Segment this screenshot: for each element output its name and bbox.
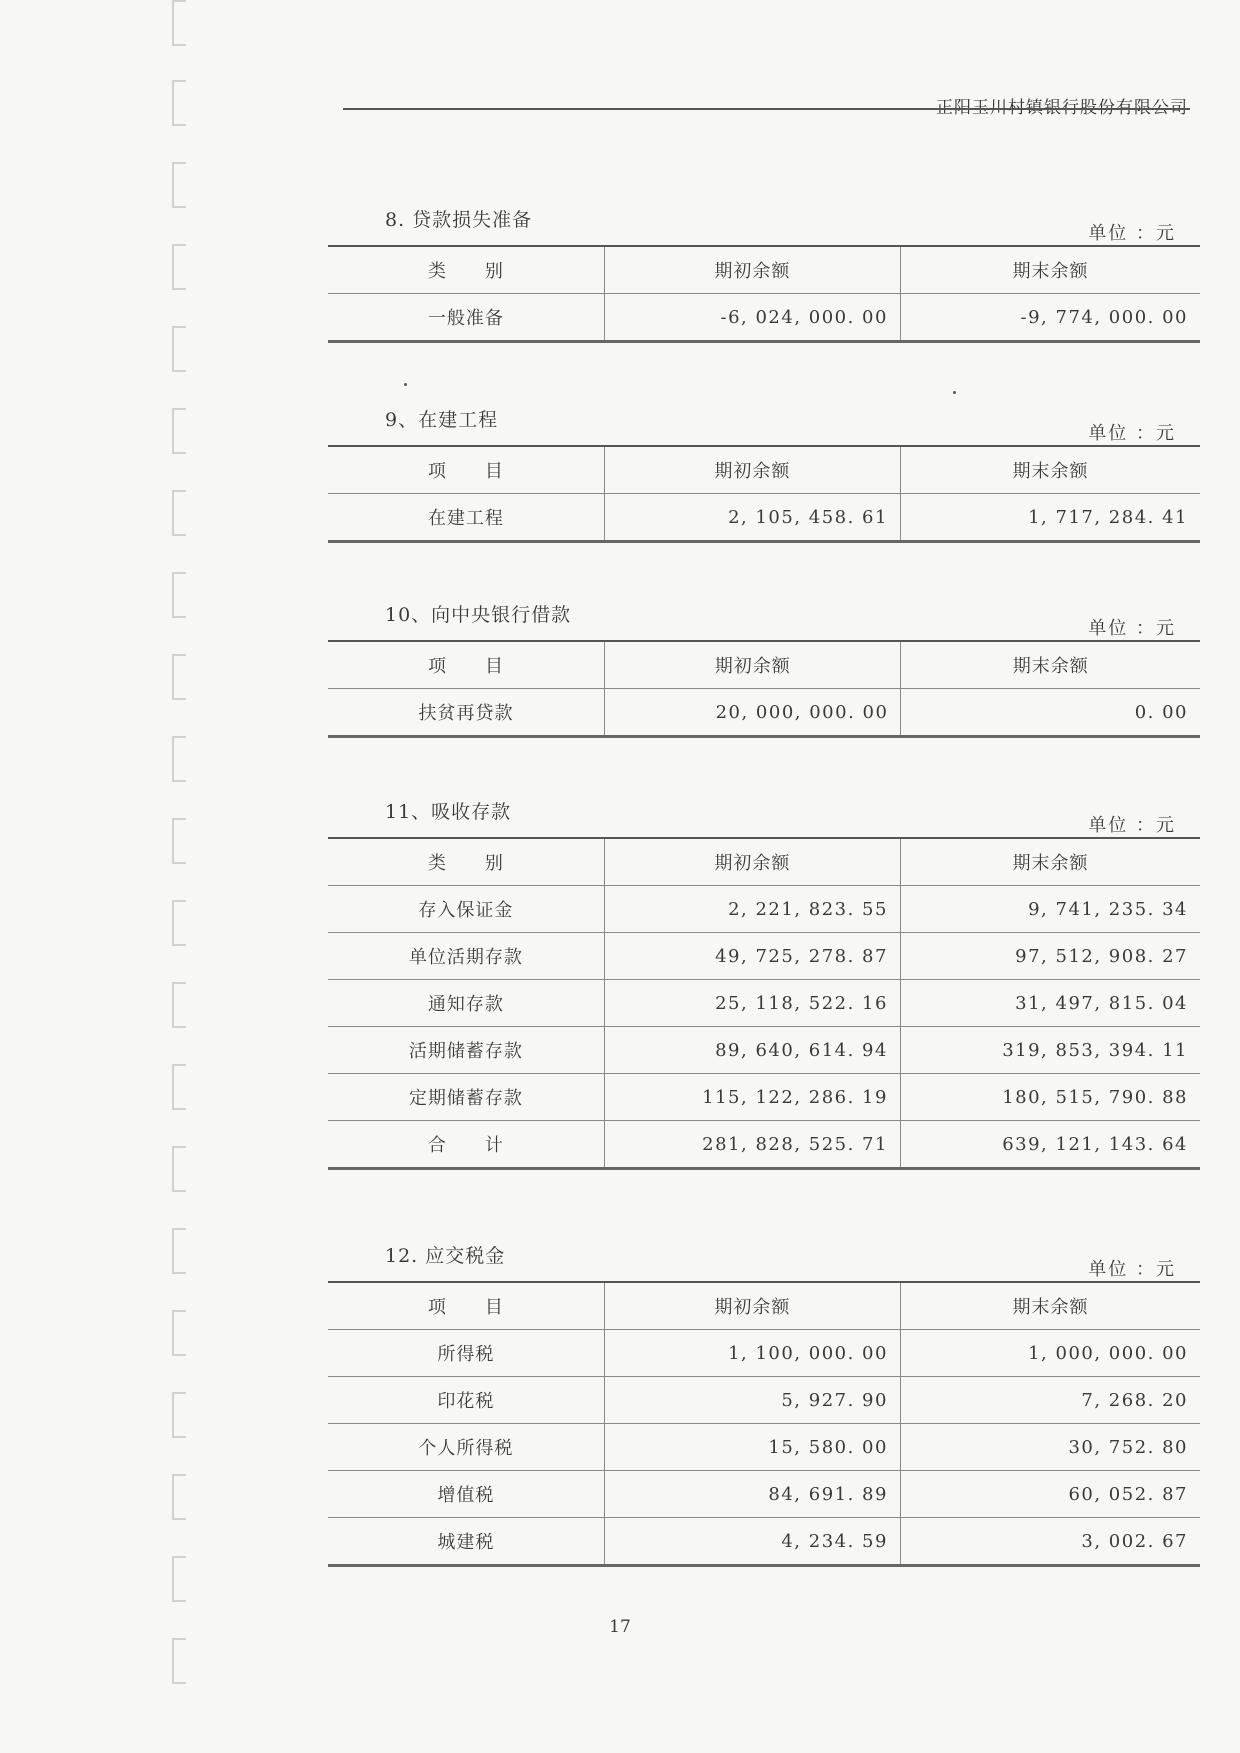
binding-mark bbox=[172, 1474, 186, 1520]
table-row bbox=[328, 886, 1200, 933]
table-row bbox=[328, 494, 1200, 542]
opening-balance: 84, 691. 89 bbox=[604, 1471, 900, 1518]
scan-dot bbox=[953, 391, 956, 394]
section-title: 9、在建工程 bbox=[385, 409, 499, 431]
unit-label: 单位 ：元 bbox=[1088, 618, 1176, 639]
binding-mark bbox=[172, 1146, 186, 1192]
opening-balance: 89, 640, 614. 94 bbox=[604, 1027, 900, 1074]
opening-balance: 1, 100, 000. 00 bbox=[604, 1330, 900, 1377]
section-title: 8. 贷款损失准备 bbox=[385, 209, 533, 231]
total-row bbox=[328, 1121, 1200, 1169]
binding-mark bbox=[172, 0, 186, 46]
opening-balance: 281, 828, 525. 71 bbox=[604, 1121, 900, 1169]
row-label: 活期储蓄存款 bbox=[328, 1027, 604, 1074]
loan-loss-table bbox=[328, 245, 1200, 343]
col-header-closing: 期末余额 bbox=[901, 641, 1200, 689]
binding-mark bbox=[172, 654, 186, 700]
table-header-row bbox=[328, 446, 1200, 494]
binding-mark bbox=[172, 1310, 186, 1356]
row-label: 所得税 bbox=[328, 1330, 604, 1377]
row-label: 在建工程 bbox=[328, 494, 604, 542]
closing-balance: 30, 752. 80 bbox=[900, 1424, 1200, 1471]
opening-balance: 2, 221, 823. 55 bbox=[604, 886, 900, 933]
company-header: 正阳玉川村镇银行股份有限公司 bbox=[936, 98, 1188, 118]
binding-mark bbox=[172, 408, 186, 454]
row-label: 单位活期存款 bbox=[328, 933, 604, 980]
section-title: 10、向中央银行借款 bbox=[385, 604, 572, 626]
row-label: 印花税 bbox=[328, 1377, 604, 1424]
deposits-table bbox=[328, 837, 1200, 1170]
section-title: 11、吸收存款 bbox=[385, 801, 512, 823]
table-row bbox=[328, 1074, 1200, 1121]
binding-mark bbox=[172, 80, 186, 126]
binding-mark bbox=[172, 736, 186, 782]
table-row bbox=[328, 1377, 1200, 1424]
col-header-closing: 期末余额 bbox=[900, 1282, 1200, 1330]
col-header-item: 项 目 bbox=[328, 641, 605, 689]
table-row bbox=[328, 689, 1200, 737]
unit-label: 单位 ：元 bbox=[1088, 223, 1176, 244]
binding-mark bbox=[172, 162, 186, 208]
header-rule bbox=[343, 108, 1190, 110]
table-row bbox=[328, 1424, 1200, 1471]
opening-balance: 115, 122, 286. 19 bbox=[604, 1074, 900, 1121]
col-header-opening: 期初余额 bbox=[604, 246, 900, 294]
row-label: 一般准备 bbox=[328, 294, 604, 342]
closing-balance: 3, 002. 67 bbox=[900, 1518, 1200, 1566]
opening-balance: 20, 000, 000. 00 bbox=[605, 689, 901, 737]
binding-mark bbox=[172, 1392, 186, 1438]
opening-balance: 49, 725, 278. 87 bbox=[604, 933, 900, 980]
col-header-opening: 期初余额 bbox=[605, 641, 901, 689]
binding-mark bbox=[172, 490, 186, 536]
table-row bbox=[328, 933, 1200, 980]
closing-balance: 1, 717, 284. 41 bbox=[900, 494, 1200, 542]
page-number: 17 bbox=[609, 1617, 631, 1637]
col-header-item: 项 目 bbox=[328, 1282, 604, 1330]
row-label: 合 计 bbox=[328, 1121, 604, 1169]
closing-balance: 7, 268. 20 bbox=[900, 1377, 1200, 1424]
binding-mark bbox=[172, 1064, 186, 1110]
col-header-item: 项 目 bbox=[328, 446, 604, 494]
taxes-table bbox=[328, 1281, 1200, 1567]
central-bank-table bbox=[328, 640, 1200, 738]
table-row bbox=[328, 294, 1200, 342]
closing-balance: 60, 052. 87 bbox=[900, 1471, 1200, 1518]
table-header-row bbox=[328, 641, 1200, 689]
closing-balance: 639, 121, 143. 64 bbox=[900, 1121, 1200, 1169]
opening-balance: 5, 927. 90 bbox=[604, 1377, 900, 1424]
binding-mark bbox=[172, 900, 186, 946]
col-header-opening: 期初余额 bbox=[604, 838, 900, 886]
table-row bbox=[328, 1330, 1200, 1377]
unit-label: 单位 ：元 bbox=[1088, 1259, 1176, 1280]
binding-mark bbox=[172, 1228, 186, 1274]
closing-balance: 319, 853, 394. 11 bbox=[900, 1027, 1200, 1074]
opening-balance: 15, 580. 00 bbox=[604, 1424, 900, 1471]
row-label: 增值税 bbox=[328, 1471, 604, 1518]
unit-label: 单位 ：元 bbox=[1088, 815, 1176, 836]
row-label: 存入保证金 bbox=[328, 886, 604, 933]
closing-balance: 1, 000, 000. 00 bbox=[900, 1330, 1200, 1377]
closing-balance: 180, 515, 790. 88 bbox=[900, 1074, 1200, 1121]
binding-mark bbox=[172, 1638, 186, 1684]
binding-mark bbox=[172, 1556, 186, 1602]
table-row bbox=[328, 1027, 1200, 1074]
table-row bbox=[328, 980, 1200, 1027]
col-header-opening: 期初余额 bbox=[604, 1282, 900, 1330]
row-label: 个人所得税 bbox=[328, 1424, 604, 1471]
closing-balance: 9, 741, 235. 34 bbox=[900, 886, 1200, 933]
binding-mark bbox=[172, 572, 186, 618]
col-header-closing: 期末余额 bbox=[900, 838, 1200, 886]
table-header-row bbox=[328, 1282, 1200, 1330]
scan-dot bbox=[404, 383, 407, 386]
col-header-closing: 期末余额 bbox=[900, 246, 1200, 294]
col-header-category: 类 别 bbox=[328, 838, 604, 886]
binding-mark bbox=[172, 982, 186, 1028]
binding-mark bbox=[172, 326, 186, 372]
closing-balance: 31, 497, 815. 04 bbox=[900, 980, 1200, 1027]
col-header-category: 类 别 bbox=[328, 246, 604, 294]
opening-balance: 2, 105, 458. 61 bbox=[604, 494, 900, 542]
construction-table bbox=[328, 445, 1200, 543]
closing-balance: -9, 774, 000. 00 bbox=[900, 294, 1200, 342]
table-row bbox=[328, 1518, 1200, 1566]
opening-balance: 25, 118, 522. 16 bbox=[604, 980, 900, 1027]
section-title: 12. 应交税金 bbox=[385, 1245, 506, 1267]
closing-balance: 97, 512, 908. 27 bbox=[900, 933, 1200, 980]
table-header-row bbox=[328, 838, 1200, 886]
table-row bbox=[328, 1471, 1200, 1518]
row-label: 扶贫再贷款 bbox=[328, 689, 605, 737]
unit-label: 单位 ：元 bbox=[1088, 423, 1176, 444]
row-label: 通知存款 bbox=[328, 980, 604, 1027]
col-header-closing: 期末余额 bbox=[900, 446, 1200, 494]
opening-balance: 4, 234. 59 bbox=[604, 1518, 900, 1566]
col-header-opening: 期初余额 bbox=[604, 446, 900, 494]
closing-balance: 0. 00 bbox=[901, 689, 1200, 737]
binding-mark bbox=[172, 244, 186, 290]
row-label: 定期储蓄存款 bbox=[328, 1074, 604, 1121]
opening-balance: -6, 024, 000. 00 bbox=[604, 294, 900, 342]
row-label: 城建税 bbox=[328, 1518, 604, 1566]
binding-mark bbox=[172, 818, 186, 864]
table-header-row bbox=[328, 246, 1200, 294]
